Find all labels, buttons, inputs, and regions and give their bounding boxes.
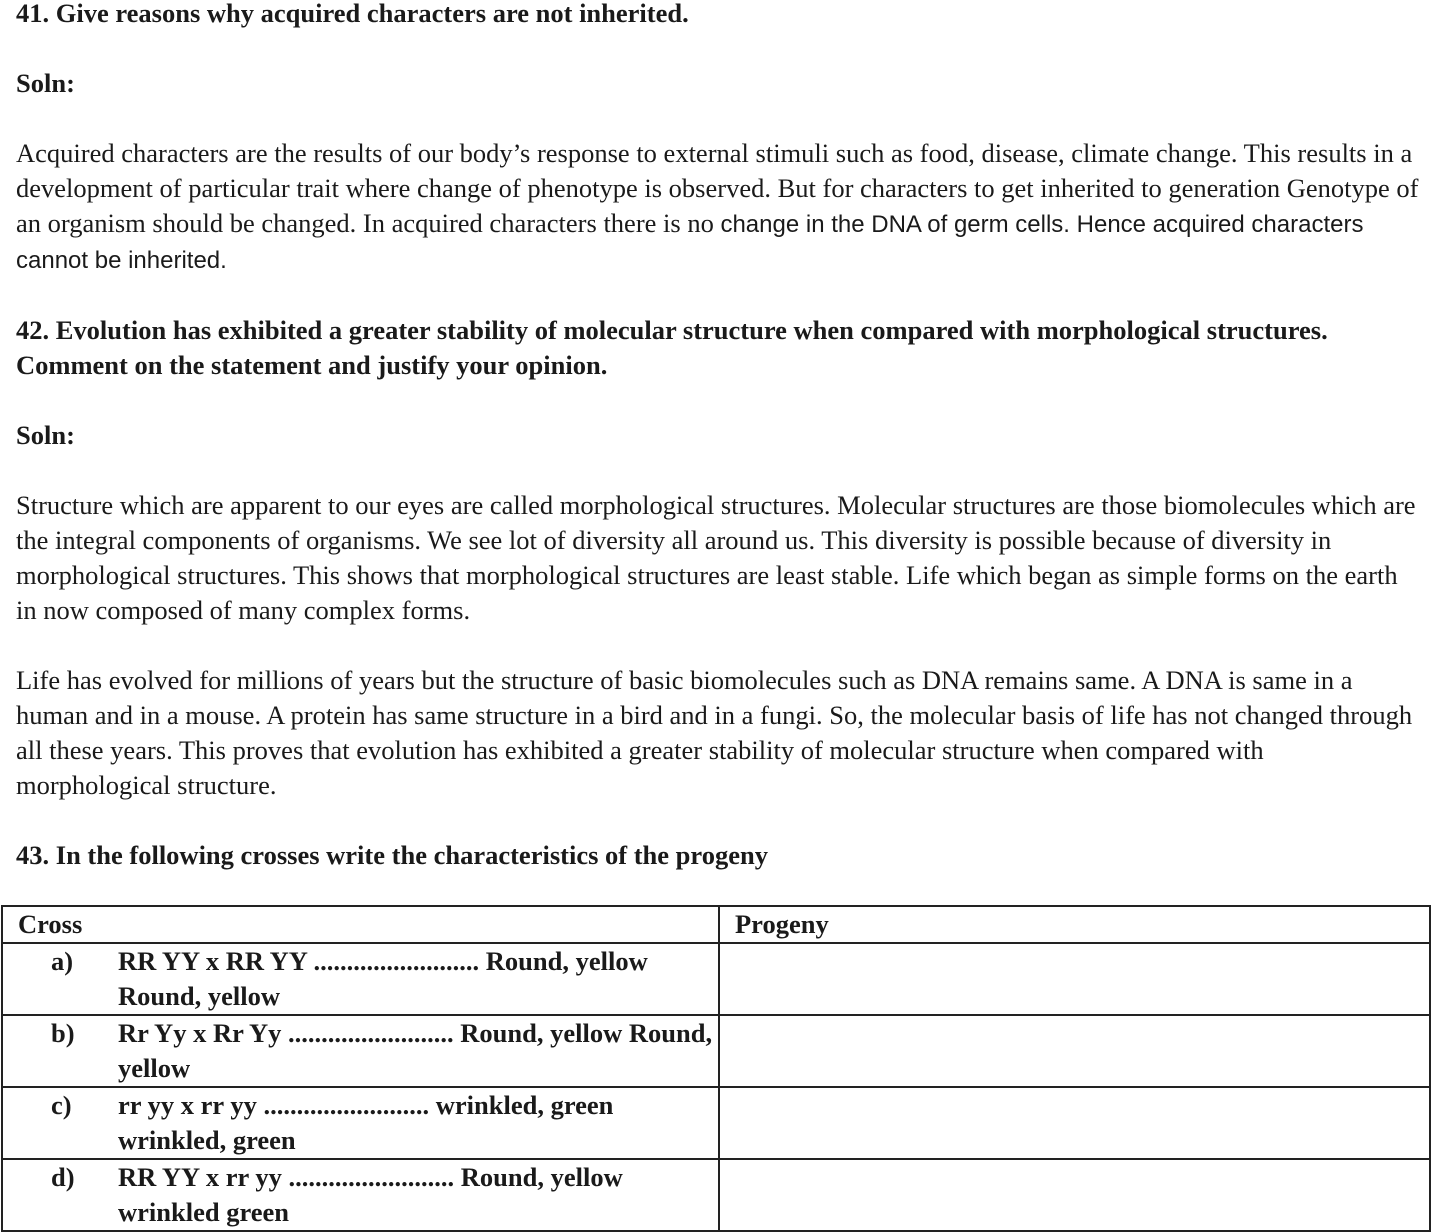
row-label: a) — [51, 946, 74, 976]
row-label: c) — [51, 1090, 72, 1120]
progeny-cell — [719, 943, 1430, 1015]
question-43: 43. In the following crosses write the characteristics of the progeny — [16, 840, 768, 870]
document-page — [16, 0, 1421, 908]
header-progeny: Progeny — [719, 906, 1430, 943]
progeny-cell — [719, 1015, 1430, 1087]
soln-label: Soln: — [16, 68, 75, 98]
answer-42-paragraph: Structure which are apparent to our eyes are called morphological structures. Molecular structures are those biomolecules which are the integral components of organisms. We see lot of diversity all around us. This diversity is possible because of diversity in morphological structures. This shows that morphological structures are least stable. Life which began as simple forms on the earth in now composed of many complex forms. — [16, 490, 1416, 625]
cross-text: RR YY x RR YY ......................... Round, yellow Round, yellow — [118, 946, 648, 1011]
row-label: d) — [51, 1162, 75, 1192]
cross-text: RR YY x rr yy ......................... Round, yellow wrinkled green — [118, 1162, 623, 1227]
crosses-table — [1, 905, 1431, 1232]
progeny-cell — [719, 1087, 1430, 1159]
question-42: 42. Evolution has exhibited a greater stability of molecular structure when compared with morphological structures. Comment on the statement and justify your opinion. — [16, 315, 1328, 380]
answer-42-paragraph: Life has evolved for millions of years but the structure of basic biomolecules such as DNA remains same. A DNA is same in a human and in a mouse. A protein has same structure in a bird and in a fungi. So, the molecular basis of life has not changed through all these years. This proves that evolution has exhibited a greater stability of molecular structure when compared with morphological structure. — [16, 665, 1413, 800]
answer-41-text-sans: change in the DNA of germ cells. Hence acquired characters cannot be inherited. — [16, 211, 1364, 274]
answer-41-text: Acquired characters are the results of our body’s response to external stimuli such as food, disease, climate change. This results in a development of particular trait where change of phenotype is observed. But for characters to get inherited to generation Genotype of an organism should be changed. In acquired characters there is no — [16, 138, 1419, 238]
row-label: b) — [51, 1018, 75, 1048]
answer-41 — [16, 136, 1421, 278]
table-row — [2, 1159, 1430, 1231]
table-row — [2, 1015, 1430, 1087]
progeny-cell — [719, 1159, 1430, 1231]
soln-label: Soln: — [16, 420, 75, 450]
header-cross: Cross — [2, 906, 719, 943]
table-header-row — [2, 906, 1430, 943]
cross-text: rr yy x rr yy ......................... wrinkled, green wrinkled, green — [118, 1090, 614, 1155]
table-row — [2, 943, 1430, 1015]
question-41: 41. Give reasons why acquired characters are not inherited. — [16, 0, 689, 28]
table-row — [2, 1087, 1430, 1159]
cross-text: Rr Yy x Rr Yy ......................... Round, yellow Round, yellow — [118, 1018, 713, 1083]
